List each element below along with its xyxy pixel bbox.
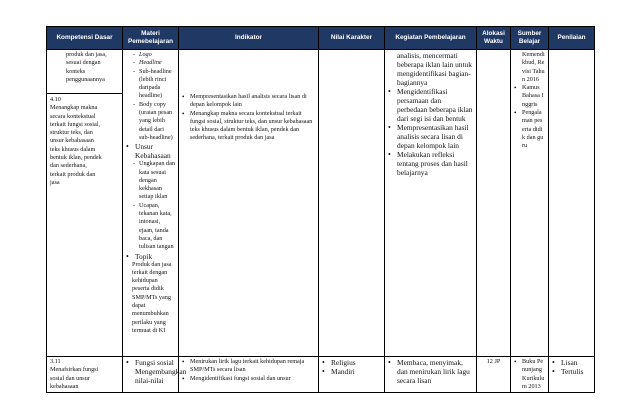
penilaian-cell: [549, 50, 595, 357]
list-item: • Mengidentifikasi fungsi sosial dan unsur: [182, 375, 315, 383]
kegiatan-list: [388, 358, 473, 385]
materi-topik-text: Produk dan jasa terkait dengan kehidupan peserta didik SMP/MTs yang dapat menumbuhkan perilaku yang termuat di KI: [132, 260, 172, 334]
indikator-cell: [179, 50, 319, 357]
list-item: • Lisan: [552, 358, 591, 367]
sumber-continued-text: Kemendikbud, Revisi Tahun 2016: [522, 51, 545, 83]
list-item: • Mempresentasikan hasil analisis secara lisan di depan kelompok lain: [182, 93, 315, 110]
list-item: • Mengidentifikasi persamaan dan perbedaan beberapa iklan dari segi isi dan bentuk: [388, 87, 473, 123]
kd-cell: [47, 50, 123, 357]
list-item: • Topik: [126, 252, 175, 261]
list-item: - Logo: [131, 51, 175, 59]
header-row: [47, 27, 595, 50]
header-penilaian: Penilaian: [549, 27, 595, 50]
alokasi-cell: [477, 50, 511, 357]
indikator-list: [182, 358, 315, 383]
karakter-cell: [319, 50, 385, 357]
kegiatan-continued-text: analisis, mencermati beberapa iklan lain untuk mengidentifikasi bagian-bagiannya: [397, 51, 472, 87]
header-nilai-karakter: Nilai Karakter: [319, 27, 385, 50]
list-item: • Menirukan lirik lagu terkait kehidupan remaja SMP/MTs secara lisan: [182, 358, 315, 375]
list-item: • Unsur Kebahasaan: [126, 142, 175, 160]
table-row: [47, 50, 595, 357]
header-sumber: Sumber Belajar: [511, 27, 549, 50]
karakter-cell: [319, 357, 385, 393]
materi-cell: [123, 50, 179, 357]
kegiatan-cell: [385, 357, 477, 393]
list-item: - Sub-headline (lebih rinci daripada headline): [131, 68, 175, 101]
indikator-cell: [179, 357, 319, 393]
sumber-list: [514, 84, 545, 150]
kd-number: 4.10: [50, 96, 61, 103]
kd-cell: [47, 357, 123, 393]
header-kompetensi-dasar: Kompetensi Dasar: [47, 27, 123, 50]
alokasi-value: 12 JP: [477, 357, 511, 393]
header-indikator: Indikator: [179, 27, 319, 50]
kd-text: Menangkap makna secara kontekstual terkait fungsi sosial, struktur teks, dan unsur kebahasaan teks khusus dalam bentuk iklan, pendek dan sederhana, terkait produk dan jasa: [50, 104, 102, 186]
table-row: [47, 357, 595, 393]
list-item: • Kamus Bahasa Inggris: [514, 84, 545, 109]
list-item: • Mandiri: [322, 367, 381, 376]
list-item: • Religius: [322, 358, 381, 367]
sumber-list: [514, 358, 545, 391]
kd-number: 3.11: [50, 358, 61, 365]
header-kegiatan: Kegiatan Pembelajaran: [385, 27, 477, 50]
list-item: • Tertulis: [552, 367, 591, 376]
list-item: • Mempresentasikan hasil analisis secara lisan di depan kelompok lain: [388, 123, 473, 150]
kegiatan-list: [388, 87, 473, 177]
indikator-list: [182, 93, 315, 143]
penilaian-list: [552, 358, 591, 376]
penilaian-cell: [549, 357, 595, 393]
list-item: - Headline: [131, 59, 175, 67]
header-alokasi: Alokasi Waktu: [477, 27, 511, 50]
kd-continued-text: produk dan jasa, sesuai dengan konteks penggunaannya: [47, 50, 122, 94]
materi-topik-list: [126, 252, 175, 261]
list-item: • Fungsi sosial Mengembangkan nilai-nilai: [126, 358, 175, 385]
list-item: • Buku Penunjang Kurikulum 2013: [514, 358, 545, 391]
syllabus-table: [46, 26, 595, 393]
list-item: • Pengalaman peserta didik dan guru: [514, 109, 545, 150]
list-item: • Melakukan refleksi tentang proses dan hasil belajarnya: [388, 150, 473, 177]
list-item: • Menangkap makna secara kontekstual terkait fungsi sosial, struktur teks, dan unsur kebahasaan teks khusus dalam bentuk iklan, pendek dan sederhana, terkait produk dan jasa: [182, 110, 315, 143]
karakter-list: [322, 358, 381, 376]
materi-unsur-list: [126, 142, 175, 160]
sumber-cell: [511, 50, 549, 357]
materi-unsur-items: [131, 160, 175, 251]
materi-cell: [123, 357, 187, 393]
header-materi: Materi Pemebelajaran: [123, 27, 179, 50]
kd-text: Menafsirkan fungsi sosial dan unsur kebahasaan: [50, 366, 99, 390]
list-item: - Ucapan, tekanan kata, intonasi, ejaan, tanda baca, dan tulisan tangan: [131, 202, 175, 252]
sumber-cell: [511, 357, 549, 393]
materi-list: [126, 358, 187, 385]
list-item: - Ungkapan dan kata sesuai dengan kekhasan setiap iklan: [131, 160, 175, 201]
materi-parts-list: [131, 51, 175, 142]
list-item: - Body copy (uraian pesan yang lebih detail dari sub-headline): [131, 101, 175, 142]
kegiatan-cell: [385, 50, 477, 357]
list-item: • Membaca, menyimak, dan menirukan lirik lagu secara lisan: [388, 358, 473, 385]
